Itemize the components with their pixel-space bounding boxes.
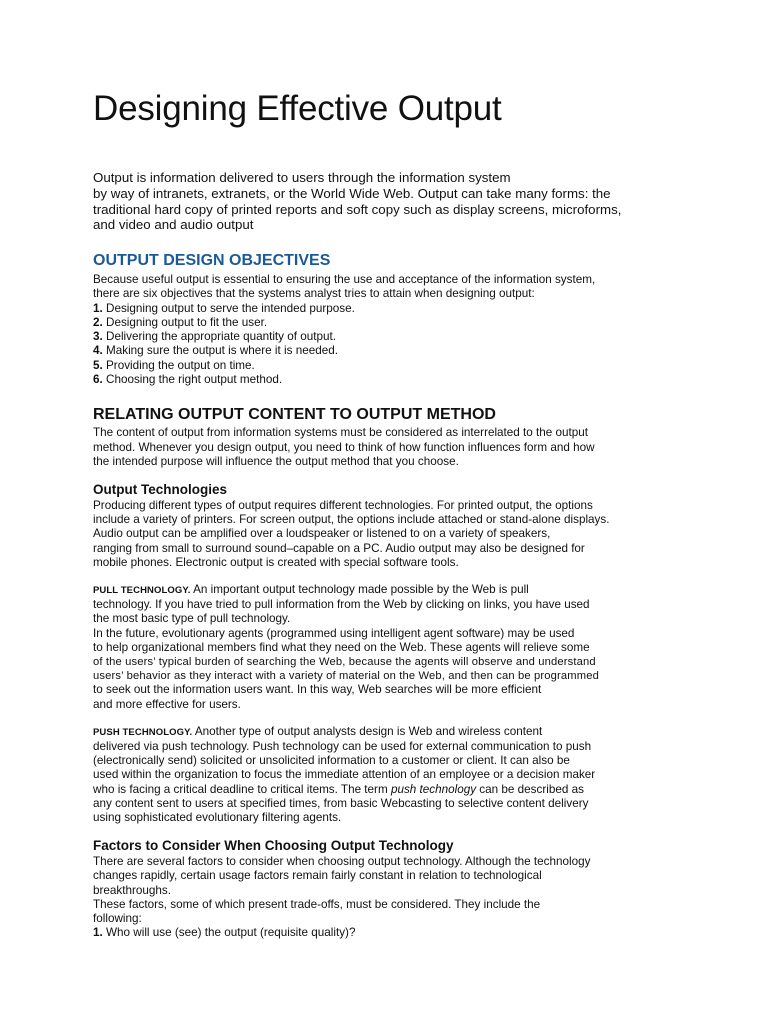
paragraph-line: Producing different types of output requires different technologies. For printed output, the options [93, 498, 593, 512]
list-number: 1. [93, 301, 103, 315]
intro-line: traditional hard copy of printed reports and soft copy such as display screens, microforms, [93, 201, 622, 217]
subheading-factors: Factors to Consider When Choosing Output Technology [93, 838, 454, 854]
intro-line: by way of intranets, extranets, or the World Wide Web. Output can take many forms: the [93, 185, 611, 201]
push-line-text: can be described as [476, 782, 584, 796]
list-number: 3. [93, 330, 103, 344]
list-number: 6. [93, 373, 103, 387]
section-heading-objectives: OUTPUT DESIGN OBJECTIVES [93, 252, 331, 270]
intro-line: and video and audio output [93, 217, 254, 233]
paragraph-line: of the users’ typical burden of searching the Web, because the agents will observe and understand [93, 656, 596, 669]
subheading-output-technologies: Output Technologies [93, 481, 227, 497]
list-text: Delivering the appropriate quantity of output. [106, 330, 337, 344]
paragraph-line: These factors, some of which present trade-offs, must be considered. They include the [93, 897, 541, 911]
list-number: 1. [93, 926, 103, 940]
objectives-list [93, 302, 678, 388]
spacer [93, 570, 678, 583]
paragraph-line: Because useful output is essential to ensuring the use and acceptance of the information system, [93, 273, 596, 287]
list-number: 2. [93, 315, 103, 329]
intro-line: Output is information delivered to users through the information system [93, 170, 511, 185]
document-body [93, 88, 678, 940]
paragraph-line: mobile phones. Electronic output is created with special software tools. [93, 555, 459, 569]
paragraph-line: technology. If you have tried to pull information from the Web by clicking on links, you have used [93, 598, 590, 612]
paragraph-line: using sophisticated evolutionary filtering agents. [93, 811, 342, 825]
paragraph-line: There are several factors to consider when choosing output technology. Although the technology [93, 855, 591, 869]
push-technology-paragraph [93, 725, 678, 825]
paragraph-line: and more effective for users. [93, 697, 241, 711]
paragraph-line: to help organizational members find what they need on the Web. These agents will relieve some [93, 640, 590, 654]
list-item [93, 316, 678, 330]
pull-technology-lead: PULL TECHNOLOGY. [93, 585, 191, 596]
paragraph-line [93, 583, 678, 598]
push-first-line: Another type of output analysts design is Web and wireless content [192, 724, 543, 738]
intro-paragraph [93, 170, 678, 233]
paragraph-line: used within the organization to focus the immediate attention of an employee or a decision maker [93, 768, 596, 782]
paragraph-line [93, 725, 678, 740]
section-heading-relating: RELATING OUTPUT CONTENT TO OUTPUT METHOD [93, 406, 496, 424]
push-line-text: who is facing a critical deadline to critical items. The term [93, 782, 391, 796]
paragraph-line: (electronically send) solicited or unsolicited information to a customer or client. It can also be [93, 754, 570, 768]
paragraph-line: include a variety of printers. For screen output, the options include attached or stand-alone displays. [93, 513, 610, 527]
list-text: Choosing the right output method. [106, 373, 283, 387]
push-technology-term: push technology [390, 782, 477, 796]
list-number: 4. [93, 344, 103, 358]
paragraph-line: any content sent to users at specified times, from basic Webcasting to selective content delivery [93, 796, 589, 810]
list-text: Providing the output on time. [106, 358, 255, 372]
technologies-paragraph [93, 499, 678, 570]
list-item [93, 302, 678, 316]
paragraph-line [93, 783, 678, 797]
list-item [93, 373, 678, 387]
paragraph-line: delivered via push technology. Push technology can be used for external communication to push [93, 740, 592, 754]
paragraph-line: the intended purpose will influence the output method that you choose. [93, 454, 459, 468]
paragraph-line: ranging from small to surround sound–capable on a PC. Audio output may also be designed for [93, 541, 585, 555]
list-text: Who will use (see) the output (requisite quality)? [102, 926, 356, 940]
paragraph-line: following: [93, 912, 142, 926]
paragraph-line: breakthroughs. [93, 883, 171, 897]
list-item [93, 926, 678, 940]
paragraph-line: there are six objectives that the systems analyst tries to attain when designing output: [93, 287, 535, 301]
paragraph-line: the most basic type of pull technology. [93, 612, 291, 626]
page-title: Designing Effective Output [93, 89, 502, 128]
paragraph-line: In the future, evolutionary agents (programmed using intelligent agent software) may be used [93, 626, 575, 640]
list-item [93, 330, 678, 344]
pull-technology-paragraph [93, 583, 678, 712]
list-number: 5. [93, 358, 103, 372]
spacer [93, 712, 678, 725]
paragraph-line: method. Whenever you design output, you need to think of how function influences form and how [93, 440, 595, 454]
paragraph-line: to seek out the information users want. In this way, Web searches will be more efficient [93, 683, 542, 697]
list-text: Designing output to serve the intended purpose. [106, 301, 355, 315]
relating-paragraph [93, 426, 678, 469]
pull-first-line: An important output technology made possible by the Web is pull [190, 583, 529, 596]
objectives-paragraph [93, 273, 678, 301]
paragraph-line: changes rapidly, certain usage factors remain fairly constant in relation to technological [93, 869, 542, 883]
list-text: Designing output to fit the user. [106, 315, 268, 329]
list-item [93, 344, 678, 358]
paragraph-line: The content of output from information systems must be considered as interrelated to the output [93, 426, 589, 440]
factors-paragraph [93, 855, 678, 940]
list-item [93, 359, 678, 373]
push-technology-lead: PUSH TECHNOLOGY. [93, 726, 193, 738]
paragraph-line: Audio output can be amplified over a loudspeaker or listened to on a variety of speakers, [93, 527, 551, 541]
list-text: Making sure the output is where it is needed. [106, 344, 338, 358]
paragraph-line: users’ behavior as they interact with a variety of material on the Web, and then can be programmed [93, 670, 599, 683]
